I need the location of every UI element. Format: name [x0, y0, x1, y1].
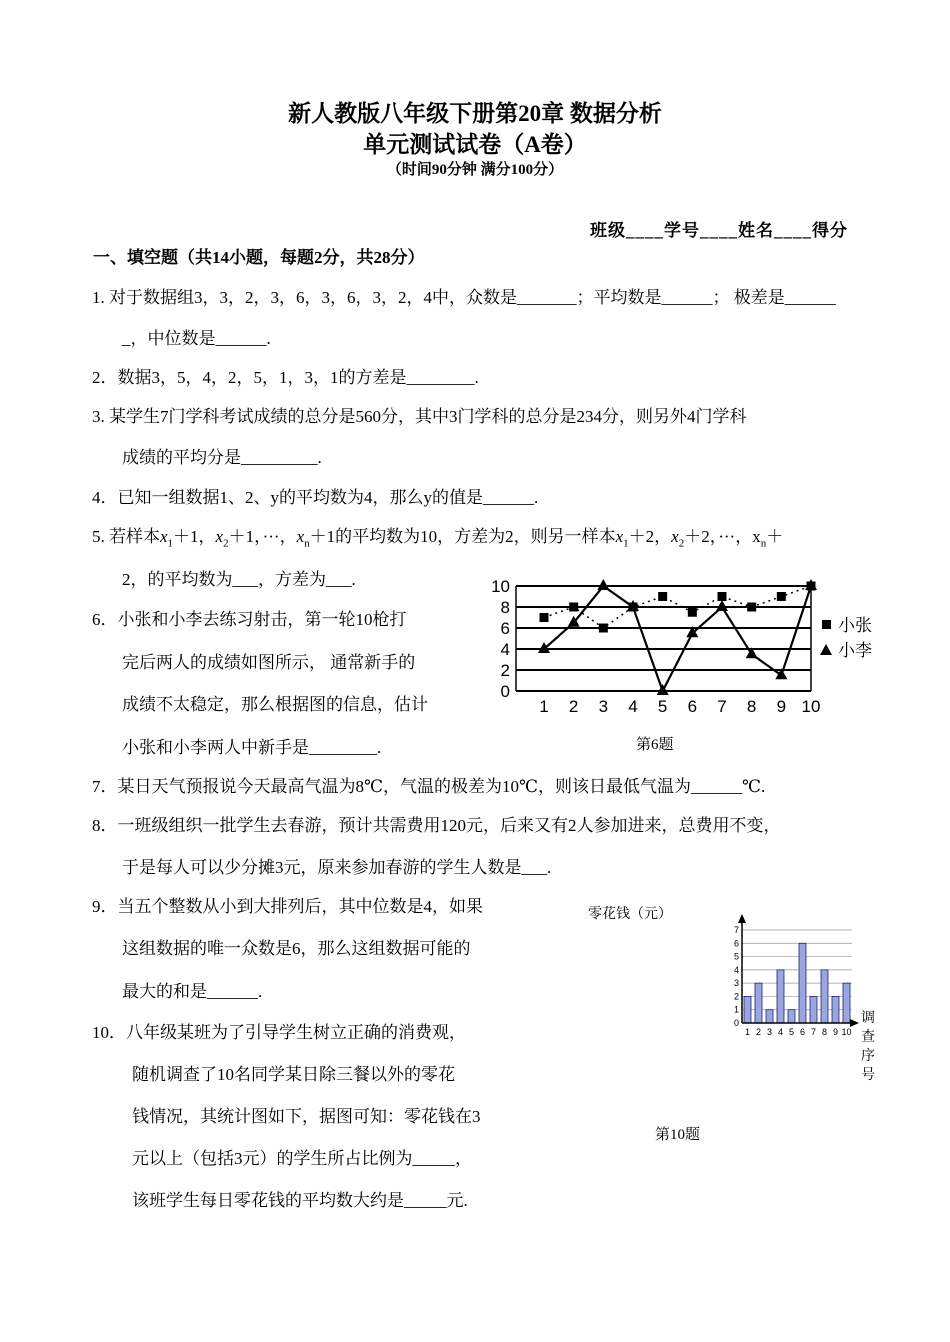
chart6-point-square — [658, 592, 667, 601]
question-4: 4．已知一组数据1、2、y的平均数为4，那么y的值是______. — [92, 488, 539, 507]
chart6-point-square — [718, 592, 727, 601]
chart10-y-tick-label: 5 — [733, 951, 739, 962]
section-heading: 一、填空题（共14小题，每题2分，共28分） — [93, 248, 425, 267]
chart10-x-tick-label: 5 — [788, 1027, 795, 1037]
chart6-y-tick-label: 0 — [500, 682, 510, 701]
chart10-y-axis-arrow — [738, 914, 746, 923]
chart10-x-tick-label: 9 — [832, 1027, 839, 1037]
question-10-line-4: 元以上（包括3元）的学生所占比例为_____， — [132, 1149, 472, 1168]
question-6-line-1: 6．小张和小李去练习射击，第一轮10枪打 — [92, 610, 407, 629]
chart6-point-square — [599, 624, 608, 633]
shooting-score-line-chart — [486, 574, 886, 724]
title-line-2: 单元测试试卷（A卷） — [363, 132, 587, 157]
question-6-line-4: 小张和小李两人中新手是________. — [122, 738, 382, 757]
chart6-point-square — [688, 608, 697, 617]
chart6-point-triangle — [716, 600, 728, 611]
chart10-x-axis-label-char: 调 — [861, 1009, 875, 1025]
chart6-point-triangle — [538, 642, 550, 653]
question-6-line-3: 成绩不太稳定，那么根据图的信息，估计 — [122, 695, 428, 714]
chart6-x-tick-label: 8 — [746, 697, 757, 716]
chart6-point-square — [747, 603, 756, 612]
chart10-y-tick-label: 6 — [733, 938, 739, 949]
question-1-line-2: _，中位数是______. — [122, 329, 271, 348]
chart10-x-axis-label-char: 序 — [861, 1047, 875, 1063]
chart10-y-tick-label: 3 — [733, 978, 739, 989]
question-8-line-2: 于是每人可以少分摊3元，原来参加春游的学生人数是___. — [122, 858, 552, 877]
question-10-line-5: 该班学生每日零花钱的平均数大约是_____元. — [132, 1191, 468, 1210]
question-6-line-2: 完后两人的成绩如图所示， 通常新手的 — [122, 653, 416, 672]
chart6-y-tick-label: 6 — [500, 619, 510, 638]
chart10-x-tick-label: 7 — [810, 1027, 817, 1037]
chart6-x-tick-label: 9 — [776, 697, 787, 716]
pocket-money-bar-chart — [728, 912, 888, 1088]
chart10-bar — [755, 983, 762, 1023]
chart10-x-tick-label: 1 — [744, 1027, 751, 1037]
chart10-bar — [832, 996, 839, 1023]
chart6-point-triangle — [657, 684, 669, 695]
chart6-x-tick-label: 1 — [539, 697, 549, 716]
chart6-x-tick-label: 3 — [598, 697, 609, 716]
chart10-x-tick-label: 10 — [841, 1027, 852, 1037]
chart10-bar — [843, 983, 850, 1023]
chart10-x-axis-label-char: 查 — [861, 1028, 875, 1044]
figure-6-caption: 第6题 — [636, 737, 674, 753]
question-10-line-1: 10．八年级某班为了引导学生树立正确的消费观， — [92, 1023, 466, 1042]
chart10-bar — [777, 970, 784, 1023]
question-1-line-1: 1. 对于数据组3，3，2，3，6，3，6，3，2，4中，众数是_______；平均数是______； 极差是______ — [92, 288, 836, 307]
chart10-bar — [799, 943, 806, 1023]
chart6-y-tick-label: 4 — [500, 640, 510, 659]
exam-time-subtitle: （时间90分钟 满分100分） — [386, 162, 564, 178]
question-9-line-3: 最大的和是______. — [122, 982, 263, 1001]
chart6-x-tick-label: 5 — [657, 697, 668, 716]
chart10-x-tick-label: 6 — [799, 1027, 806, 1037]
chart10-y-tick-label: 0 — [733, 1018, 739, 1028]
chart10-y-tick-label: 2 — [733, 991, 739, 1002]
figure-10-caption: 第10题 — [655, 1127, 701, 1143]
title-line-1: 新人教版八年级下册第20章 数据分析 — [288, 101, 662, 126]
chart10-bar — [810, 996, 817, 1023]
chart6-legend-label-1: 小张 — [838, 616, 872, 635]
bar-chart-y-title: 零花钱（元） — [588, 907, 672, 922]
chart6-point-square — [569, 603, 578, 612]
chart10-x-tick-label: 2 — [755, 1027, 762, 1037]
chart6-legend-label-2: 小李 — [838, 641, 872, 660]
question-7: 7．某日天气预报说今天最高气温为8℃，气温的极差为10℃，则该日最低气温为______℃. — [92, 777, 766, 796]
student-info-fields: 班级____学号____姓名____得分 — [590, 221, 848, 240]
chart10-y-tick-label: 1 — [733, 1004, 739, 1015]
chart6-point-triangle — [597, 579, 609, 590]
chart6-y-tick-label: 2 — [500, 661, 510, 680]
chart6-legend-triangle — [820, 644, 832, 655]
chart10-x-tick-label: 3 — [766, 1027, 773, 1037]
chart10-y-tick-label: 7 — [733, 925, 739, 935]
question-2: 2．数据3，5，4，2，5，1，3，1的方差是________. — [92, 368, 479, 387]
chart6-series-line-2 — [544, 586, 811, 691]
chart6-x-tick-label: 6 — [687, 697, 698, 716]
chart6-x-tick-label: 4 — [628, 697, 638, 716]
chart10-bar — [744, 996, 751, 1023]
chart6-point-square — [777, 592, 786, 601]
chart6-y-tick-label: 8 — [500, 598, 510, 617]
chart6-y-tick-label: 10 — [491, 577, 510, 596]
chart10-bar — [766, 1010, 773, 1023]
chart10-y-tick-label: 4 — [733, 964, 739, 975]
question-5-line-2: 2，的平均数为___，方差为___. — [122, 570, 356, 589]
chart6-legend-square — [822, 620, 831, 629]
chart6-x-tick-label: 10 — [801, 697, 821, 716]
question-5-line-1: 5. 若样本$x_1+1$，$x_2+1$，···，$x_n+1$的平均数为10，方差为2，则另一样本$x_1+2$，$x_2+2$，···，$x_n+$ — [92, 527, 784, 550]
chart10-x-axis-arrow — [850, 1019, 859, 1027]
question-10-line-3: 钱情况，其统计图如下，据图可知：零花钱在3 — [132, 1107, 481, 1126]
chart10-x-tick-label: 4 — [777, 1027, 784, 1037]
chart6-x-tick-label: 2 — [568, 697, 579, 716]
question-9-line-2: 这组数据的唯一众数是6，那么这组数据可能的 — [122, 939, 471, 958]
question-8-line-1: 8．一班级组织一批学生去春游，预计共需费用120元，后来又有2人参加进来，总费用不变， — [92, 816, 781, 835]
question-3-line-2: 成绩的平均分是_________. — [122, 448, 322, 467]
chart6-x-tick-label: 7 — [717, 697, 727, 716]
question-3-line-1: 3. 某学生7门学科考试成绩的总分是560分，其中3门学科的总分是234分，则另外4门学科 — [92, 407, 747, 426]
chart10-bar — [821, 970, 828, 1023]
chart6-point-square — [540, 613, 549, 622]
question-10-line-2: 随机调查了10名同学某日除三餐以外的零花 — [132, 1065, 455, 1084]
chart10-x-tick-label: 8 — [821, 1027, 828, 1037]
question-9-line-1: 9．当五个整数从小到大排列后，其中位数是4，如果 — [92, 897, 483, 916]
chart10-x-axis-label-char: 号 — [861, 1066, 875, 1082]
chart10-bar — [788, 1010, 795, 1023]
